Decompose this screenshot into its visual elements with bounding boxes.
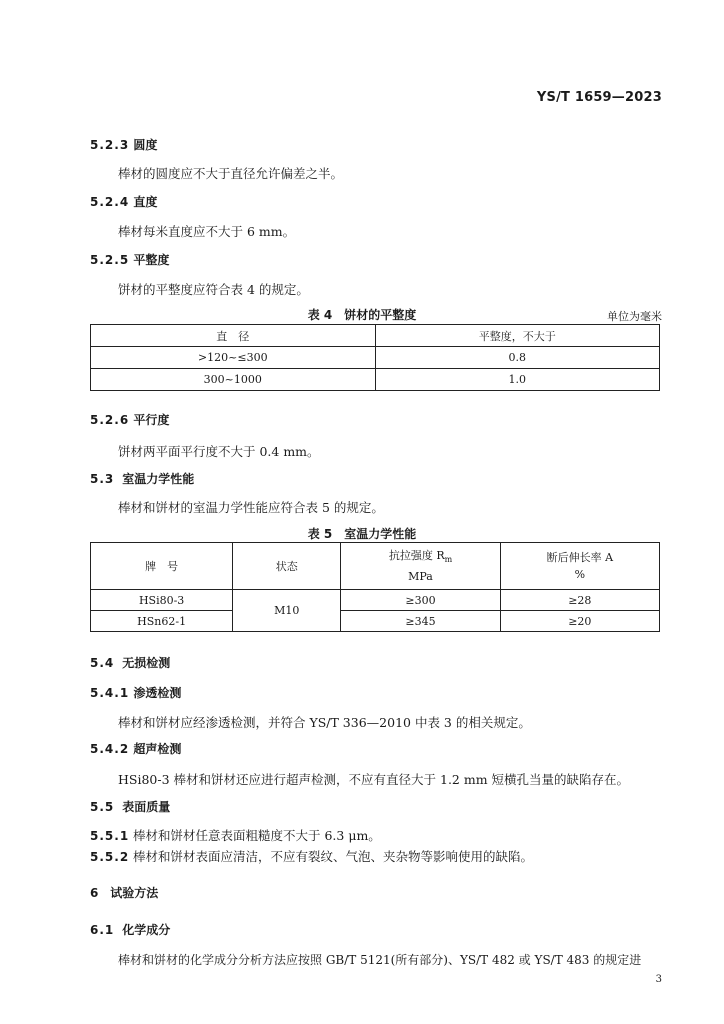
table-cell: ≥20 — [500, 611, 659, 632]
table-row — [91, 347, 660, 369]
table-4-unit: 单位为毫米 — [607, 310, 662, 323]
section-5-2-6-text: 饼材两平面平行度不大于 0.4 mm。 — [118, 444, 320, 459]
section-title: 直度 — [133, 195, 158, 209]
section-5-4-1-text: 棒材和饼材应经渗透检测，并符合 YS/T 336—2010 中表 3 的相关规定。 — [118, 715, 531, 730]
section-number: 5.5.2 — [90, 850, 130, 864]
section-number: 5.2.6 — [90, 413, 130, 427]
section-5-4-1-heading — [90, 684, 181, 701]
table-header-cell — [500, 543, 659, 590]
table-cell: 300~1000 — [91, 369, 376, 391]
section-number: 5.4.1 — [90, 686, 130, 700]
section-5-2-4-text: 棒材每米直度应不大于 6 mm。 — [118, 224, 296, 239]
page-number: 3 — [655, 974, 662, 985]
table-cell: >120~≤300 — [91, 347, 376, 369]
section-title: 室温力学性能 — [122, 472, 195, 486]
table-4-caption: 表 4 饼材的平整度 — [307, 308, 417, 322]
section-title: 平整度 — [133, 253, 170, 267]
section-number: 6 — [90, 886, 100, 900]
table-row — [91, 590, 660, 611]
elongation-unit: % — [574, 568, 586, 581]
elongation-label: 断后伸长率 A — [546, 551, 614, 564]
table-header-cell: 平整度，不大于 — [375, 325, 660, 347]
section-5-4-heading — [90, 654, 170, 671]
section-title: 化学成分 — [122, 923, 171, 937]
table-header-row — [91, 325, 660, 347]
section-title: 试验方法 — [110, 886, 159, 900]
table-5-caption: 表 5 室温力学性能 — [307, 527, 417, 541]
section-5-5-1 — [90, 826, 381, 844]
section-number: 5.2.3 — [90, 138, 130, 152]
table-cell: 0.8 — [375, 347, 660, 369]
table-header-cell: 直 径 — [91, 325, 376, 347]
section-title: 无损检测 — [122, 656, 171, 670]
section-6-1-heading — [90, 921, 170, 938]
section-title: 渗透检测 — [133, 686, 182, 700]
section-5-5-2 — [90, 847, 533, 865]
section-title: 表面质量 — [122, 800, 171, 814]
table-cell: HSn62-1 — [91, 611, 233, 632]
table-cell: ≥300 — [341, 590, 500, 611]
table-cell: HSi80-3 — [91, 590, 233, 611]
section-number: 5.5 — [90, 800, 115, 814]
tensile-subscript: m — [444, 555, 453, 565]
table-header-cell: 状态 — [233, 543, 341, 590]
section-title: 平行度 — [133, 413, 170, 427]
table-cell: ≥345 — [341, 611, 500, 632]
section-5-4-2-heading — [90, 740, 181, 757]
standard-code: YS/T 1659—2023 — [536, 90, 662, 105]
section-number: 5.2.4 — [90, 195, 130, 209]
section-number: 6.1 — [90, 923, 115, 937]
table-row — [91, 369, 660, 391]
section-number: 5.3 — [90, 472, 115, 486]
section-5-2-6-heading — [90, 411, 169, 428]
section-5-5-1-text: 棒材和饼材任意表面粗糙度不大于 6.3 μm。 — [133, 828, 381, 843]
section-number: 5.4 — [90, 656, 115, 670]
section-title: 圆度 — [133, 138, 158, 152]
section-5-2-3-heading — [90, 136, 157, 153]
section-number: 5.5.1 — [90, 829, 130, 843]
table-5 — [90, 542, 660, 632]
section-5-2-4-heading — [90, 193, 157, 210]
table-row — [91, 611, 660, 632]
section-5-5-heading — [90, 798, 170, 815]
section-5-2-5-text: 饼材的平整度应符合表 4 的规定。 — [118, 282, 309, 297]
table-4 — [90, 324, 660, 391]
section-title: 超声检测 — [133, 742, 182, 756]
section-6-heading — [90, 884, 158, 901]
section-5-2-3-text: 棒材的圆度应不大于直径允许偏差之半。 — [118, 166, 344, 181]
table-cell-state: M10 — [233, 590, 341, 632]
table-cell: ≥28 — [500, 590, 659, 611]
section-number: 5.2.5 — [90, 253, 130, 267]
section-5-3-text: 棒材和饼材的室温力学性能应符合表 5 的规定。 — [118, 500, 384, 515]
section-5-5-2-text: 棒材和饼材表面应清洁，不应有裂纹、气泡、夹杂物等影响使用的缺陷。 — [133, 849, 534, 864]
table-header-row — [91, 543, 660, 590]
tensile-unit: MPa — [408, 570, 433, 584]
table-cell: 1.0 — [375, 369, 660, 391]
section-5-3-heading — [90, 470, 194, 487]
table-header-cell — [341, 543, 500, 590]
section-number: 5.4.2 — [90, 742, 130, 756]
section-5-2-5-heading — [90, 251, 169, 268]
tensile-label: 抗拉强度 R — [388, 548, 445, 562]
section-6-1-text: 棒材和饼材的化学成分分析方法应按照 GB/T 5121(所有部分)、YS/T 482 或 YS/T 483 的规定进 — [118, 953, 642, 967]
table-header-cell: 牌 号 — [91, 543, 233, 590]
section-5-4-2-text: HSi80-3 棒材和饼材还应进行超声检测，不应有直径大于 1.2 mm 短横孔当量的缺陷存在。 — [118, 772, 630, 787]
